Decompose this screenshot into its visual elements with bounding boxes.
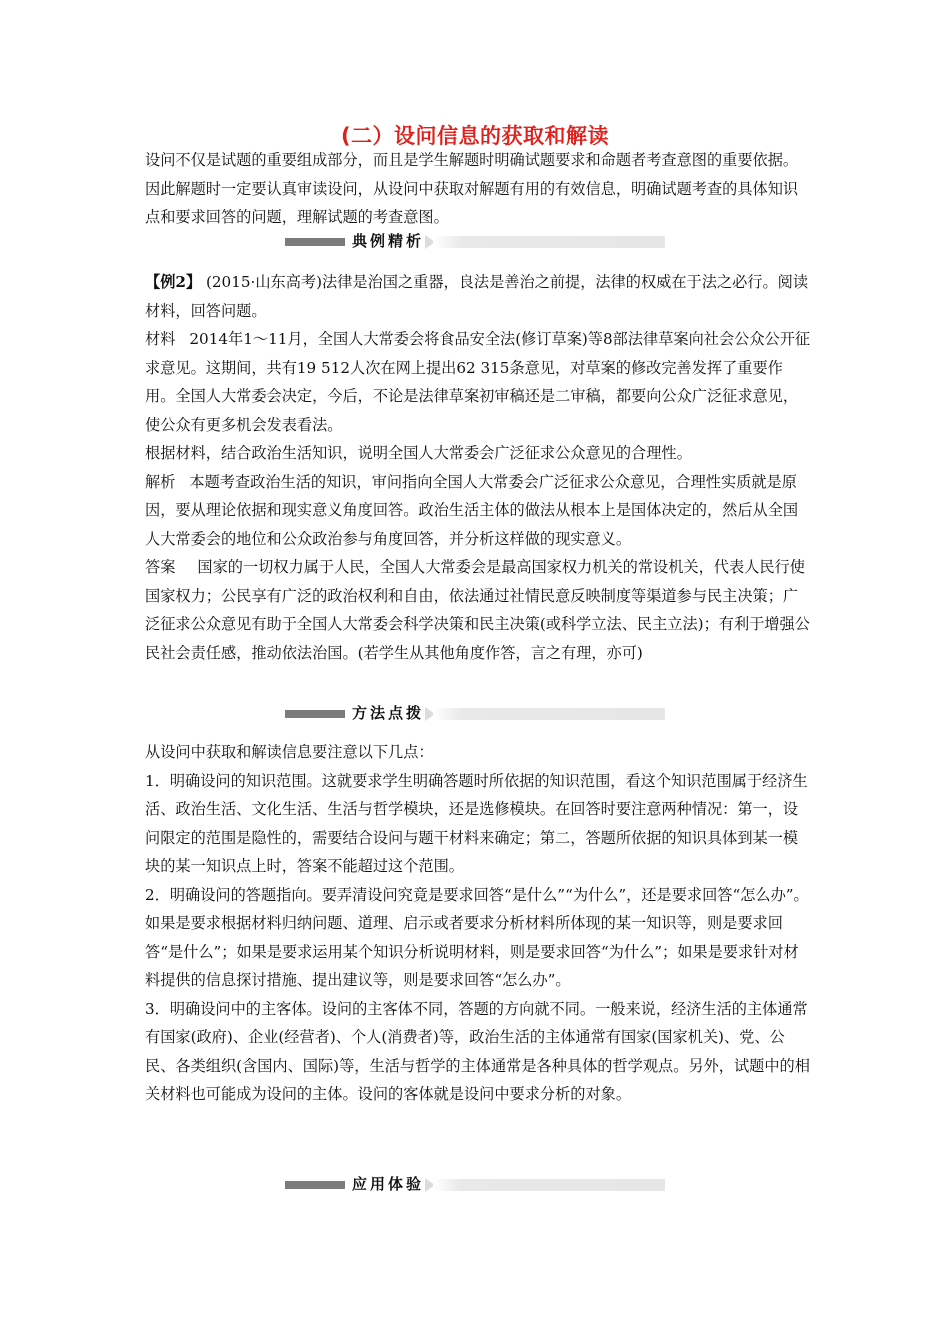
example-section [145, 268, 813, 667]
example-prompt: 根据材料，结合政治生活知识，说明全国人大常委会广泛征求公众意见的合理性。 [145, 444, 692, 462]
example-question-text: (2015·山东高考)法律是治国之重器，良法是善治之前提，法律的权威在于法之必行。阅读材料，回答问题。 [145, 273, 809, 320]
answer-text: 国家的一切权力属于人民，全国人大常委会是最高国家权力机关的常设机关，代表人民行使国家权力；公民享有广泛的政治权利和自由，依法通过社情民意反映制度等渠道参与民主决策；广泛征求公众意见有助于全国人大常委会科学决策和民主决策(或科学立法、民主立法)；有利于增强公民社会责任感，推动依法治国。(若学生从其他角度作答，言之有理，亦可) [145, 558, 810, 662]
example-question [145, 268, 813, 325]
method-point-3: 3．明确设问中的主客体。设问的主客体不同，答题的方向就不同。一般来说，经济生活的主体通常有国家(政府)、企业(经营者)、个人(消费者)等，政治生活的主体通常有国家(国家机关)、党、公民、各类组织(含国内、国际)等，生活与哲学的主体通常是各种具体的哲学观点。另外，试题中的相关材料也可能成为设问的主体。设问的客体就是设问中要求分析的对象。 [145, 999, 810, 1103]
example-tag: 【例2】 [145, 273, 202, 291]
banner-label: 典例精析 [351, 232, 424, 250]
material-label: 材料 [145, 330, 176, 348]
banner-bar-light [433, 708, 665, 720]
intro-text: 设问不仅是试题的重要组成部分，而且是学生解题时明确试题要求和命题者考查意图的重要依据。因此解题时一定要认真审读设问，从设问中获取对解题有用的有效信息，明确试题考查的具体知识点和要求回答的问题，理解试题的考查意图。 [145, 151, 799, 226]
material-text: 2014年1～11月，全国人大常委会将食品安全法(修订草案)等8部法律草案向社会公众公开征求意见。这期间，共有19 512人次在网上提出62 315条意见，对草案的修改完善发挥了重要作用。全国人大常委会决定，今后，不论是法律草案初审稿还是二审稿，都要向公众广泛征求意见，使公众有更多机会发表看法。 [145, 330, 811, 434]
banner-example [285, 234, 665, 250]
banner-method [285, 706, 665, 722]
method-intro: 从设问中获取和解读信息要注意以下几点： [145, 743, 434, 761]
banner-practice [285, 1177, 665, 1193]
method-section [145, 738, 813, 1109]
answer-label: 答案 [145, 558, 176, 576]
analysis-label: 解析 [145, 472, 176, 491]
example-analysis [145, 468, 813, 554]
example-answer [145, 553, 813, 667]
banner-bar-dark [285, 238, 345, 246]
banner-bar-light [433, 236, 665, 248]
banner-label: 应用体验 [351, 1175, 424, 1193]
banner-bar-light [433, 1179, 665, 1191]
section-title: (二）设问信息的获取和解读 [340, 124, 610, 148]
banner-label: 方法点拨 [351, 704, 424, 722]
method-point-1: 1．明确设问的知识范围。这就要求学生明确答题时所依据的知识范围，看这个知识范围属于经济生活、政治生活、文化生活、生活与哲学模块，还是选修模块。在回答时要注意两种情况：第一，设问限定的范围是隐性的，需要结合设问与题干材料来确定；第二，答题所依据的知识具体到某一模块的某一知识点上时，答案不能超过这个范围。 [145, 771, 808, 875]
example-material [145, 325, 813, 439]
analysis-text: 本题考查政治生活的知识，审问指向全国人大常委会广泛征求公众意见，合理性实质就是原因，要从理论依据和现实意义角度回答。政治生活主体的做法从根本上是国体决定的，然后从全国人大常委会的地位和公众政治参与角度回答，并分析这样做的现实意义。 [145, 472, 799, 548]
banner-bar-dark [285, 710, 345, 718]
intro-paragraph [145, 146, 813, 232]
banner-bar-dark [285, 1181, 345, 1189]
method-point-2: 2．明确设问的答题指向。要弄清设问究竟是要求回答“是什么”“为什么”，还是要求回答“怎么办”。如果是要求根据材料归纳问题、道理、启示或者要求分析材料所体现的某一知识等，则是要求回答“是什么”；如果是要求运用某个知识分析说明材料，则是要求回答“为什么”；如果是要求针对材料提供的信息探讨措施、提出建议等，则是要求回答“怎么办”。 [145, 885, 809, 989]
